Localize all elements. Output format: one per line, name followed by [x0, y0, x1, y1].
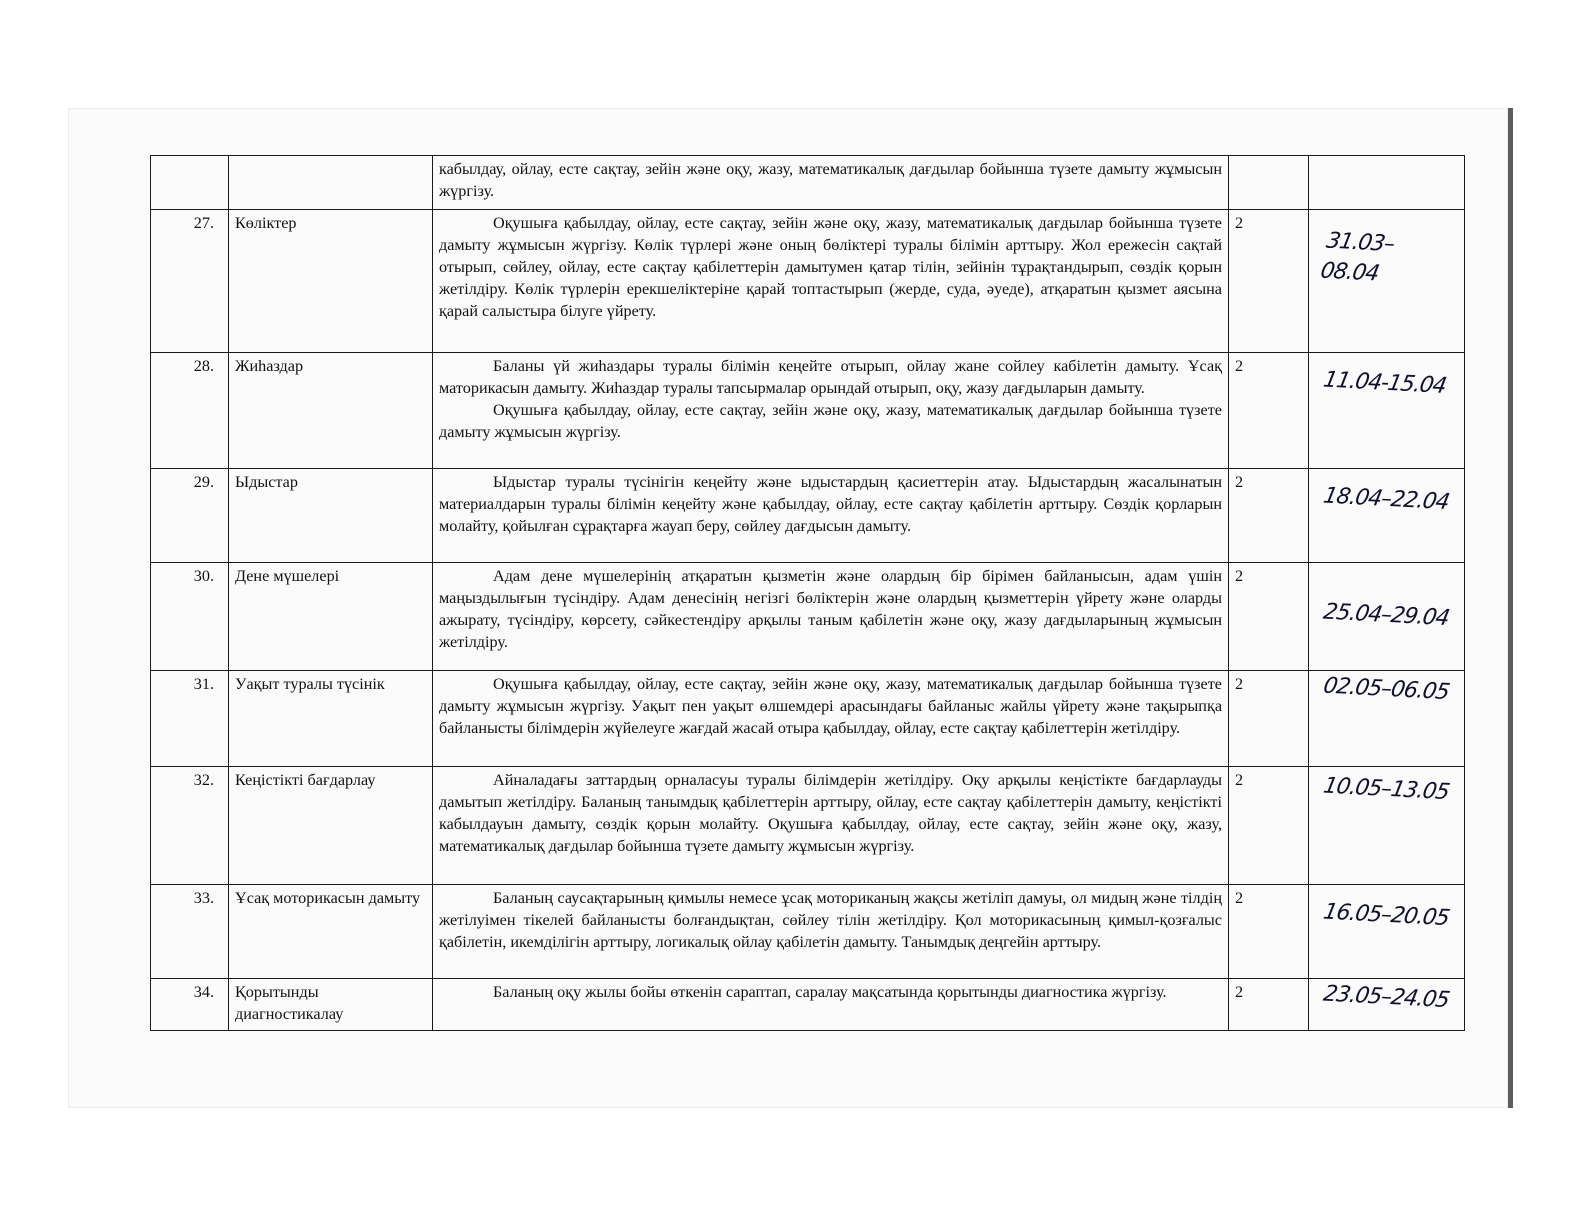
- row-dates: [1309, 469, 1465, 563]
- row-topic: Қорытынды диагностикалау: [229, 979, 433, 1031]
- row-number: [151, 156, 229, 210]
- table-row: [151, 671, 1465, 767]
- description-paragraph: Баланы үй жиһаздары туралы білімін кеңейте отырып, ойлау жане сойлеу кабілетін дамыту. Ұсақ маторикасын дамыту. Жиһаздар туралы тапсырмалар орындай отырып, оқу, жазу дағдыларын дамыту.: [439, 357, 1222, 397]
- row-number: 34.: [151, 979, 229, 1031]
- description-paragraph: Оқушыға қабылдау, ойлау, есте сақтау, зейін және оқу, жазу, математикалық дағдылар бойынша түзете дамыту жұмысын жүргізу.: [439, 401, 1222, 441]
- row-dates: [1309, 885, 1465, 979]
- description-paragraph: Оқушыға қабылдау, ойлау, есте сақтау, зейін және оқу, жазу, математикалық дағдылар бойынша түзете дамыту жұмысын жүргізу. Уақыт пен уақыт өлшемдері арасындағы байланыс жайлы үйрету және тақырыпқа байланысты білімдерін жүйелеуге жағдай жасай отыра қабылдау, ойлау, есте сақтау қабілеттерін жетілдіру.: [439, 675, 1222, 737]
- row-description: [433, 671, 1229, 767]
- table-row: [151, 353, 1465, 469]
- row-hours: 2: [1229, 563, 1309, 671]
- table-row: [151, 979, 1465, 1031]
- row-hours: 2: [1229, 671, 1309, 767]
- table-row: [151, 210, 1465, 353]
- row-topic: Уақыт туралы түсінік: [229, 671, 433, 767]
- description-paragraph: Баланың саусақтарының қимылы немесе ұсақ моториканың жақсы жетіліп дамуы, ол мидың және тілдің жетілуімен тікелей байланысты болғандықтан, сөйлеу тілін жетілдіру. Қол моторикасының қимыл-қозғалыс қабілетін, икемділігін арттыру, логикалық ойлау қабілетін дамыту. Танымдық деңгейін арттыру.: [439, 889, 1222, 951]
- row-dates: [1309, 671, 1465, 767]
- row-hours: 2: [1229, 353, 1309, 469]
- row-topic: Дене мүшелері: [229, 563, 433, 671]
- row-hours: 2: [1229, 979, 1309, 1031]
- row-description: [433, 469, 1229, 563]
- row-number: 27.: [151, 210, 229, 353]
- row-hours: 2: [1229, 885, 1309, 979]
- row-topic: Жиһаздар: [229, 353, 433, 469]
- description-paragraph: Ыдыстар туралы түсінігін кеңейту және ыдыстардың қасиеттерін атау. Ыдыстардың жасалынатын материалдарын туралы білімін кеңейту және қабылдау, ойлау, есте сақтау қабілетін арттыру. Сөздік қорларын молайту, қойылған сұрақтарға жауап беру, сөйлеу дағдысын дамыту.: [439, 473, 1222, 535]
- row-topic: Ұсақ моторикасын дамыту: [229, 885, 433, 979]
- handwritten-dates: 31.03– 08.04: [1318, 228, 1397, 287]
- row-description: [433, 767, 1229, 885]
- row-number: 28.: [151, 353, 229, 469]
- row-number: 33.: [151, 885, 229, 979]
- handwritten-dates: 25.04–29.04: [1321, 599, 1451, 632]
- row-number: 29.: [151, 469, 229, 563]
- handwritten-dates: 23.05–24.05: [1321, 981, 1451, 1014]
- row-description: [433, 979, 1229, 1031]
- table-row: [151, 469, 1465, 563]
- handwritten-dates: 18.04–22.04: [1321, 483, 1451, 516]
- row-dates: [1309, 767, 1465, 885]
- row-hours: 2: [1229, 469, 1309, 563]
- description-paragraph: Баланың оқу жылы бойы өткенін сараптап, саралау мақсатында қорытынды диагностика жүргізу.: [493, 983, 1167, 1001]
- row-topic: Көліктер: [229, 210, 433, 353]
- row-number: 32.: [151, 767, 229, 885]
- row-dates: [1309, 353, 1465, 469]
- table-row: [151, 885, 1465, 979]
- handwritten-dates: 11.04-15.04: [1321, 367, 1448, 399]
- row-dates: [1309, 979, 1465, 1031]
- row-description: [433, 563, 1229, 671]
- row-description: [433, 353, 1229, 469]
- row-number: 31.: [151, 671, 229, 767]
- description-paragraph: кабылдау, ойлау, есте сақтау, зейін және оқу, жазу, математикалық дағдылар бойынша түзете дамыту жұмысын жүргізу.: [439, 160, 1222, 200]
- row-hours: 2: [1229, 210, 1309, 353]
- description-paragraph: Адам дене мүшелерінің атқаратын қызметін және олардың бір бірімен байланысын, адам үшін маңыздылығын түсіндіру. Адам денесінің негізгі бөліктерін және олардың қызметтерін үйрету және оларды ажырату, түсіндіру, көрсету, сәйкестендіру арқылы таным қабілетін және оқу, жазу дағдыларының жұмысын жетілдіру.: [439, 567, 1222, 651]
- handwritten-dates: 16.05–20.05: [1321, 899, 1451, 932]
- row-description: [433, 885, 1229, 979]
- row-dates: [1309, 210, 1465, 353]
- description-paragraph: Оқушыға қабылдау, ойлау, есте сақтау, зейін және оқу, жазу, математикалық дағдылар бойынша түзете дамыту жұмысын жүргізу. Көлік түрлері және оның бөліктері туралы білімін арттыру. Жол ережесін сақтай отырып, сөйлеу, ойлау, есте сақтау қабілеттерін дамытумен қатар тілін, зейінін тұрақтандырып, сөздік қорын жетілдіру. Көлік түрлерін ерекшеліктеріне қарай топтастырып (жерде, суда, әуеде), атқаратын қызмет аясына қарай салыстыра білуге үйрету.: [439, 214, 1222, 320]
- lesson-plan-table: [150, 155, 1465, 1031]
- row-number: 30.: [151, 563, 229, 671]
- row-description: [433, 156, 1229, 210]
- row-dates: [1309, 156, 1465, 210]
- row-topic: [229, 156, 433, 210]
- handwritten-dates: 10.05–13.05: [1321, 773, 1451, 806]
- handwritten-dates: [1324, 172, 1458, 179]
- table-row: [151, 767, 1465, 885]
- handwritten-dates: 02.05–06.05: [1321, 673, 1451, 706]
- table-row: [151, 156, 1465, 210]
- row-dates: [1309, 563, 1465, 671]
- description-paragraph: Айналадағы заттардың орналасуы туралы білімдерін жетілдіру. Оқу арқылы кеңістікте бағдарлауды дамытып жетілдіру. Баланың танымдық қабілеттерін арттыру, ойлау, есте сақтау қабілеттерін дамыту, кеңістікті кабылдауын дамыту, сөздік қорын молайту. Оқушыға қабылдау, ойлау, есте сақтау, зейін және оқу, жазу, математикалық дағдылар бойынша түзете дамыту жұмысын жүргізу.: [439, 771, 1222, 855]
- row-hours: [1229, 156, 1309, 210]
- row-description: [433, 210, 1229, 353]
- table-row: [151, 563, 1465, 671]
- row-topic: Кеңістікті бағдарлау: [229, 767, 433, 885]
- row-topic: Ыдыстар: [229, 469, 433, 563]
- row-hours: 2: [1229, 767, 1309, 885]
